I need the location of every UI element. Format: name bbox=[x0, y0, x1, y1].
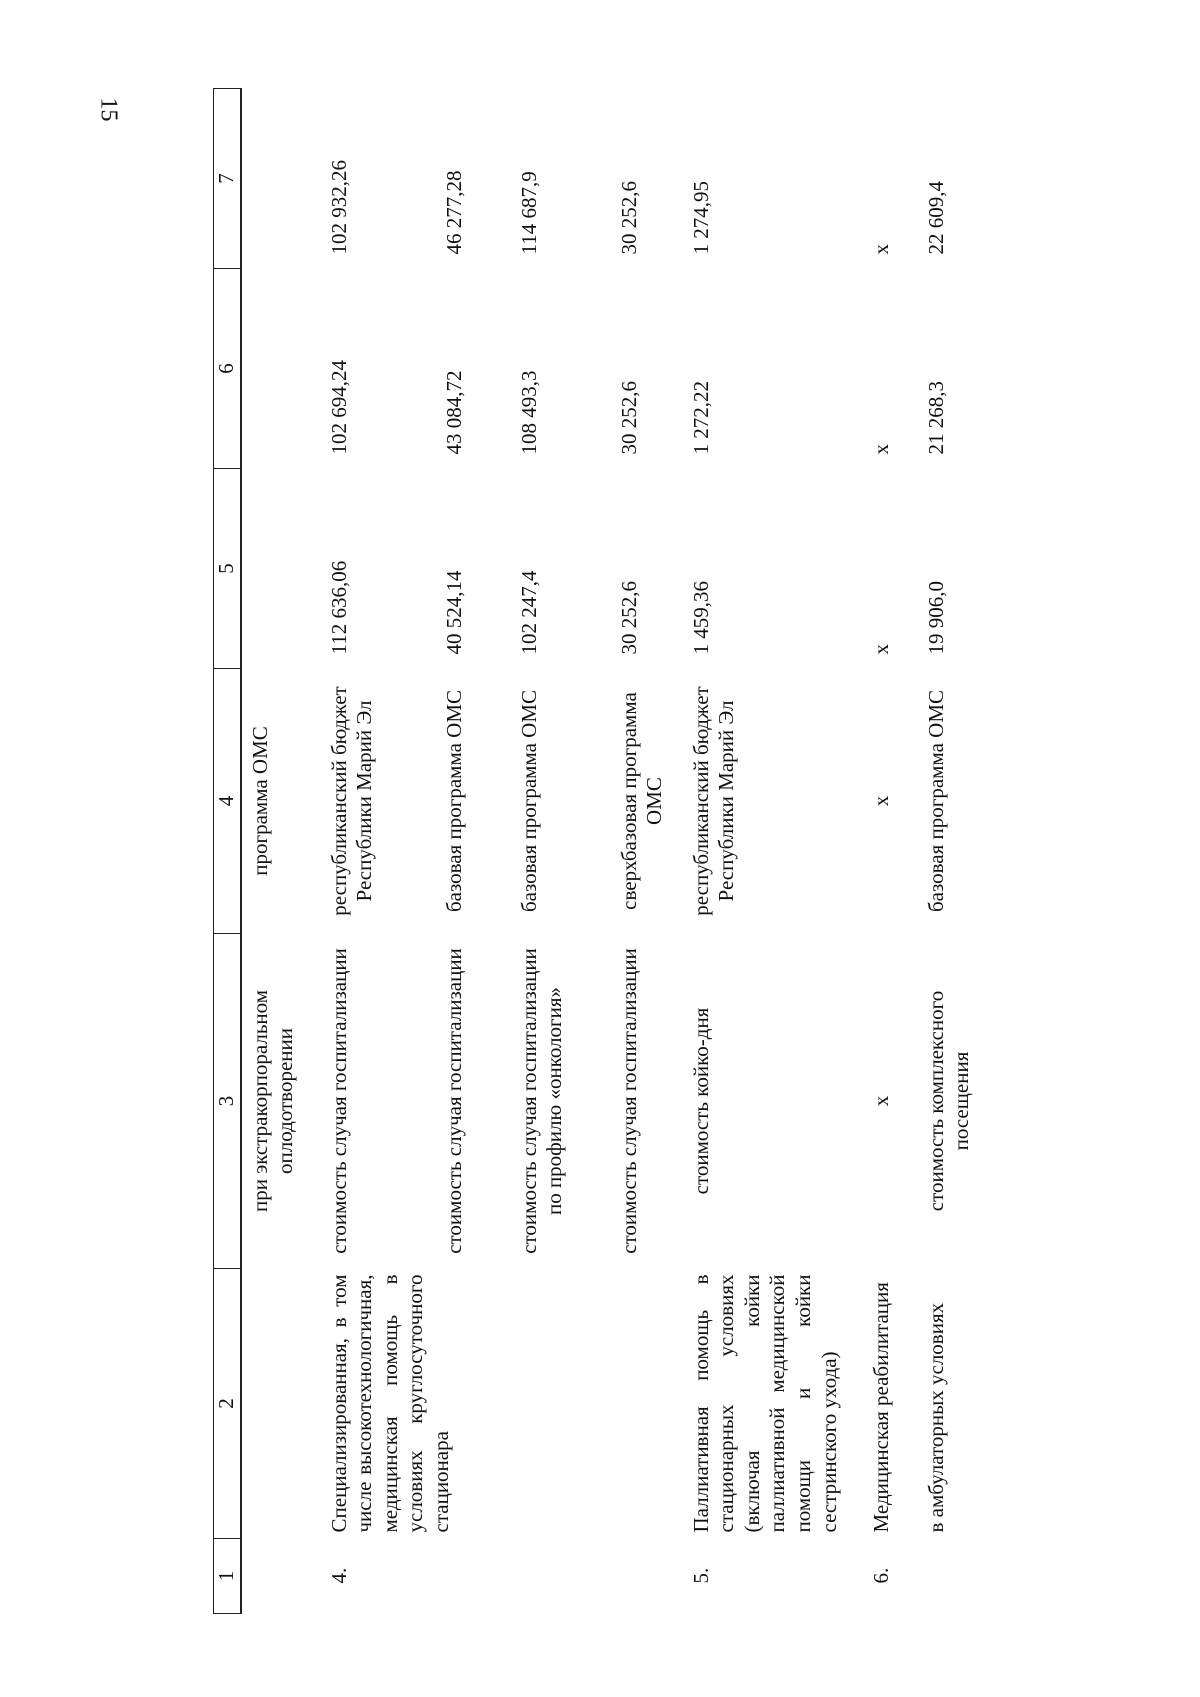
value-col-5 bbox=[241, 469, 321, 669]
value-col-6: 108 493,3 bbox=[516, 370, 541, 455]
value-col-5: 112 636,06 bbox=[326, 560, 351, 655]
cost-standards-table bbox=[213, 88, 998, 1614]
value-col-6: 21 268,3 bbox=[923, 381, 948, 455]
value-col-7: 46 277,28 bbox=[441, 170, 466, 255]
value-col-7: 30 252,6 bbox=[616, 181, 641, 255]
row-number: 5. bbox=[688, 1567, 713, 1584]
care-type: в амбулаторных условиях bbox=[923, 1302, 948, 1533]
value-col-7 bbox=[241, 89, 321, 269]
value-col-7: х bbox=[868, 244, 893, 255]
unit-of-measure: стоимость случая госпитализации bbox=[616, 948, 641, 1254]
rotated-table-container bbox=[213, 89, 1200, 1614]
funding-source: х bbox=[868, 795, 893, 807]
value-col-7: 1 274,95 bbox=[688, 181, 713, 255]
row-number bbox=[436, 1539, 511, 1614]
col-header-3: 3 bbox=[214, 934, 241, 1269]
funding-source: республиканский бюджет Республики Марий Эл bbox=[688, 686, 739, 916]
table-row bbox=[321, 89, 436, 1614]
care-type: Паллиативная помощь в стационарных условиях (включая койки паллиативной медицинской помощи и койки сестринского ухода) bbox=[688, 1274, 841, 1533]
value-col-7: 22 609,4 bbox=[923, 181, 948, 255]
care-type bbox=[241, 1269, 321, 1539]
care-type: Медицинская реабилитация bbox=[868, 1282, 893, 1533]
col-header-2: 2 bbox=[214, 1269, 241, 1539]
value-col-5: 30 252,6 bbox=[616, 581, 641, 655]
funding-source: базовая программа ОМС bbox=[923, 689, 948, 913]
table-row bbox=[683, 89, 863, 1614]
row-number bbox=[611, 1539, 683, 1614]
col-header-5: 5 bbox=[214, 469, 241, 669]
table-row bbox=[918, 89, 998, 1614]
value-col-5: х bbox=[868, 644, 893, 655]
table-row bbox=[863, 89, 918, 1614]
funding-source: базовая программа ОМС bbox=[441, 689, 466, 913]
value-col-5: 1 459,36 bbox=[688, 581, 713, 655]
table-header bbox=[214, 89, 241, 1614]
value-col-5: 40 524,14 bbox=[441, 570, 466, 655]
value-col-5: 102 247,4 bbox=[516, 570, 541, 655]
row-number bbox=[511, 1539, 611, 1614]
value-col-7: 114 687,9 bbox=[516, 171, 541, 255]
value-col-6 bbox=[241, 269, 321, 469]
value-col-6: 43 084,72 bbox=[441, 370, 466, 455]
unit-of-measure: х bbox=[868, 1095, 893, 1107]
page-number: 15 bbox=[95, 97, 122, 122]
funding-source: республиканский бюджет Республики Марий Эл bbox=[326, 686, 377, 916]
care-type: Специализированная, в том числе высокотехнологичная, медицинская помощь в условиях круглосуточного стационара bbox=[326, 1274, 454, 1533]
col-header-7: 7 bbox=[214, 89, 241, 269]
value-col-6: 102 694,24 bbox=[326, 360, 351, 455]
col-header-4: 4 bbox=[214, 669, 241, 934]
value-col-6: 1 272,22 bbox=[688, 381, 713, 455]
value-col-6: 30 252,6 bbox=[616, 381, 641, 455]
row-number bbox=[241, 1539, 321, 1614]
unit-of-measure: стоимость койко-дня bbox=[688, 1007, 713, 1195]
value-col-5: 19 906,0 bbox=[923, 581, 948, 655]
unit-of-measure: стоимость случая госпитализации по профилю «онкология» bbox=[516, 948, 567, 1254]
unit-of-measure: стоимость комплексного посещения bbox=[923, 990, 974, 1212]
funding-source: программа ОМС bbox=[247, 726, 272, 876]
unit-of-measure: стоимость случая госпитализации bbox=[326, 948, 351, 1254]
table-body bbox=[241, 89, 998, 1614]
funding-source: базовая программа ОМС bbox=[516, 689, 541, 913]
col-header-6: 6 bbox=[214, 269, 241, 469]
unit-of-measure: при экстракорпоральном оплодотворении bbox=[247, 989, 298, 1213]
unit-of-measure: стоимость случая госпитализации bbox=[441, 948, 466, 1254]
row-number bbox=[918, 1539, 998, 1614]
row-number: 6. bbox=[868, 1567, 893, 1584]
row-number: 4. bbox=[326, 1567, 351, 1584]
value-col-6: х bbox=[868, 444, 893, 455]
funding-source: сверхбазовая программа ОМС bbox=[616, 692, 667, 910]
table-row bbox=[241, 89, 321, 1614]
header-row bbox=[214, 89, 241, 1614]
value-col-7: 102 932,26 bbox=[326, 160, 351, 255]
col-header-1: 1 bbox=[214, 1539, 241, 1614]
